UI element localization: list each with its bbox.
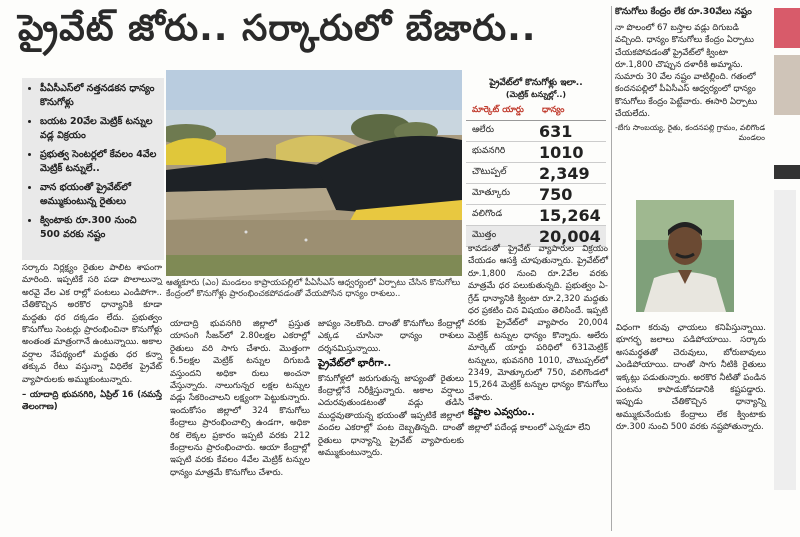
col-header-market: మార్కెట్ యార్డు [472,105,524,115]
bullet-item: • ప్రభుత్వ సెంటర్లలో కేవలం 4వేల మెట్రిక్ టన్నులే.. [40,148,158,176]
column-text: కావడంతో ప్రైవేట్ వ్యాపారుల విక్రయం చేయడం ఆసక్తి చూపుతున్నారు. ప్రైవేట్‌లో రూ.1,800 నుంచి రూ.2వేల వరకు మాత్రమే ధర పలుకుతున్నది. ప్రభుత్వం ఏ-గ్రేడ్ ధాన్యానికి క్వింటా రూ.2,320 మద్దతు ధర ప్రకటిం చిన విషయం తెలిసిందే. ఇప్పటి వరకు ప్రైవేట్‌లో వ్యాపారం 20,004 మెట్రిక్ టన్నుల ధాన్యం కొన్నారు. ఆలేరు మార్కెట్ యార్డు పరిధిలో 631మెట్రిక్ టన్నులు, భువనగిరి 1010, చౌటుప్పల్‌లో 2349, మోత్కూరులో 750, వలిగొండలో 15,264 మెట్రిక్ టన్నుల ధాన్యం కొనుగోలు చేశారు. [468,244,608,403]
bullet-item: • పీఏసీఎస్‌లో నత్తనడకన ధాన్యం కొనుగోళ్లు [40,82,158,110]
adjacent-article-edge [770,0,800,537]
sidebar-signature: -బేగు సాంబయ్య, రైతు, కందనపల్లి గ్రామం, వలిగొండ మండలం [615,123,765,143]
article-column-2 [170,318,310,479]
table-row: మోత్కూరు 750 [466,184,606,205]
bullet-item: • క్వింటాకు రూ.300 నుంచి 500 వరకు నష్టం [40,214,158,242]
col-header-grain: ధాన్యం [542,105,565,115]
column-text: కొనుగోళ్లలో జరుగుతున్న జాప్యంతో రైతులు కేంద్రాల్లోనే నిరీక్షిస్తున్నారు. అకాల వర్షాలు ఎదురవుతుండటంతో వడ్లు తడిసి ముద్దవుతాయన్న భయంతో ఇప్పటికే జిల్లాలో వందల ఎకరాల్లో పంట దెబ్బతిన్నది. దాంతో రైతులు ధాన్యాన్ని ప్రైవేట్ వ్యాపారులకు అమ్ముకుంటున్నారు. [318,373,464,459]
subheading: ప్రైవేట్‌లో భారీగా.. [318,358,392,370]
bullet-item: • బయట 20వేల మెట్రిక్ టన్నుల వడ్ల విక్రయం [40,115,158,143]
sidebar-quote: నా పొలంలో 67 బస్తాల వడ్లు దిగుబడి వచ్చింది. ధాన్యం కొనుగోలు కేంద్రం ఏర్పాటు చేయకపోవడంతో ప్రైవేట్‌లో క్వింటా రూ.1,800 చొప్పున దళారీకి అమ్మాను. సుమారు 30 వేల నష్టం వాటిల్లింది. గతంలో కందనపల్లిలో పీఏసీఎస్ ఆధ్వర్యంలో ధాన్యం కొనుగోలు కేంద్రం పెట్టేవారు. ఈసారి ఏర్పాటు చేయలేదు. [615,23,758,120]
table-subtitle: (మెట్రిక్ టన్నుల్లో..) [505,90,567,99]
column-text: జాప్యం నెలకొంది. దాంతో కొనుగోలు కేంద్రాల్లో ఎక్కడ చూసినా ధాన్యం రాశులు దర్శనమిస్తున్నాయి. [318,319,464,354]
column-text: యాదాద్రి భువనగిరి జిల్లాలో ప్రస్తుత యాసంగి సీజన్‌లో 2.80లక్షల ఎకరాల్లో రైతులు వరి సాగు చేశారు. మొత్తంగా 6.5లక్షల మెట్రిక్ టన్నుల దిగుబడి వస్తుందని అధికా రులు అంచనా వేస్తున్నారు. నాలుగున్నర లక్షల టన్నుల వడ్లు సేకరించాలని లక్ష్యంగా పెట్టుకున్నారు. ఇందుకోసం జిల్లాలో 324 కొనుగోలు కేంద్రాలు ప్రారంభించాల్సి ఉండగా, అధికా రిక లెక్కల ప్రకారం ఇప్పటి వరకు 212 కేంద్రాలను ప్రారంభించారు. ఆయా కేంద్రాల్లో ఇప్పటి వరకు కేవలం 4వేల మెట్రిక్ టన్నుల ధాన్యం మాత్రమే కొనుగోలు చేశారు. [170,319,310,478]
portrait-farmer [636,200,734,312]
headline: ప్రైవేట్ జోరు.. సర్కారులో బేజారు.. [18,8,537,49]
table-row: ఆలేరు 631 [466,121,606,142]
table-total-row: మొత్తం 20,004 [466,226,606,247]
bullet-box [22,78,164,260]
bullet-item: • వాన భయంతో ప్రైవేట్‌లో అమ్ముకుంటున్న రైతులు [40,181,158,209]
column-divider [611,6,612,531]
dateline: – యాదాద్రి భువనగిరి, ఏప్రిల్ 16 (నమస్తే తెలంగాణ) [22,390,162,413]
table-title: ప్రైవేట్‌లో కొనుగోళ్లు ఇలా.. [489,78,583,88]
sidebar-continuation: విధంగా కరువు ఛాయలు కనిపిస్తున్నాయి. భూగర్భ జలాలు పడిపోయాయి. సర్కారు అసమర్థతతో చెరువులు, బోరుబావులు ఎండిపోయాయి. దాంతో సాగు నీటికి రైతులు ఇక్కట్లు పడుతున్నారు. అరకొర నీటితో పండిన పంటను కాపాడుకోవడానికి కష్టపడ్డారు. ఇప్పుడు చేతికొచ్చిన ధాన్యాన్ని అమ్ముకునేందుకు కేంద్రాలు లేక క్వింటాకు రూ.300 నుంచి 500 వరకు నష్టపోతున్నారు. [616,323,766,433]
market-table [466,78,606,247]
column-text: సర్కారు నిర్లక్ష్యం రైతుల పాలిట శాపంగా మారింది. ఇప్పటికే సరి పడా పొలాలున్నా అరవై వేల ఎక రాల్లో పంటలు ఎండిపోగా.. చేతికొచ్చిన అరకొర ధాన్యానికి కూడా మద్దతు ధర దక్కడం లేదు. ప్రభుత్వం కొనుగోలు సెంటర్లు ప్రారంభించినా కొనుగోళ్లు అంతంత మాత్రంగానే ఉంటున్నాయి. అకాల వర్షాల నేపథ్యంలో మద్దతు ధర కన్నా తక్కువ రేటు వస్తున్నా విధిలేక ప్రైవేట్ వ్యాపారులకు అమ్ముకుంటున్నారు. [22,263,162,385]
subheading: కష్టాల ఎవ్వరుం.. [468,407,535,419]
sidebar-box [615,6,765,143]
photo-grain-tarps [166,70,462,276]
table-row: చౌటుప్పల్ 2,349 [466,163,606,184]
article-column-1 [22,262,162,414]
sidebar-heading: కొనుగోలు కేంద్రం లేక రూ.30వేలు నష్టం [615,7,752,17]
table-row: భువనగిరి 1010 [466,142,606,163]
column-text: జిల్లాలో పదేండ్ల కాలంలో ఎన్నడూ లేని [468,422,591,433]
article-column-3 [318,318,464,459]
table-row: వలిగొండ 15,264 [466,205,606,226]
article-column-4 [468,243,608,434]
photo-caption: ఆత్మకూరు (ఎం) మండలం కాప్రాయపల్లిలో పీఏసీఎస్ ఆధ్వర్యంలో ఏర్పాటు చేసిన కొనుగోలు కేంద్రంలో కొనుగోళ్లు ప్రారంభించకపోవడంతో వేయపోసిన ధాన్యం రాశులు.. [166,278,461,299]
